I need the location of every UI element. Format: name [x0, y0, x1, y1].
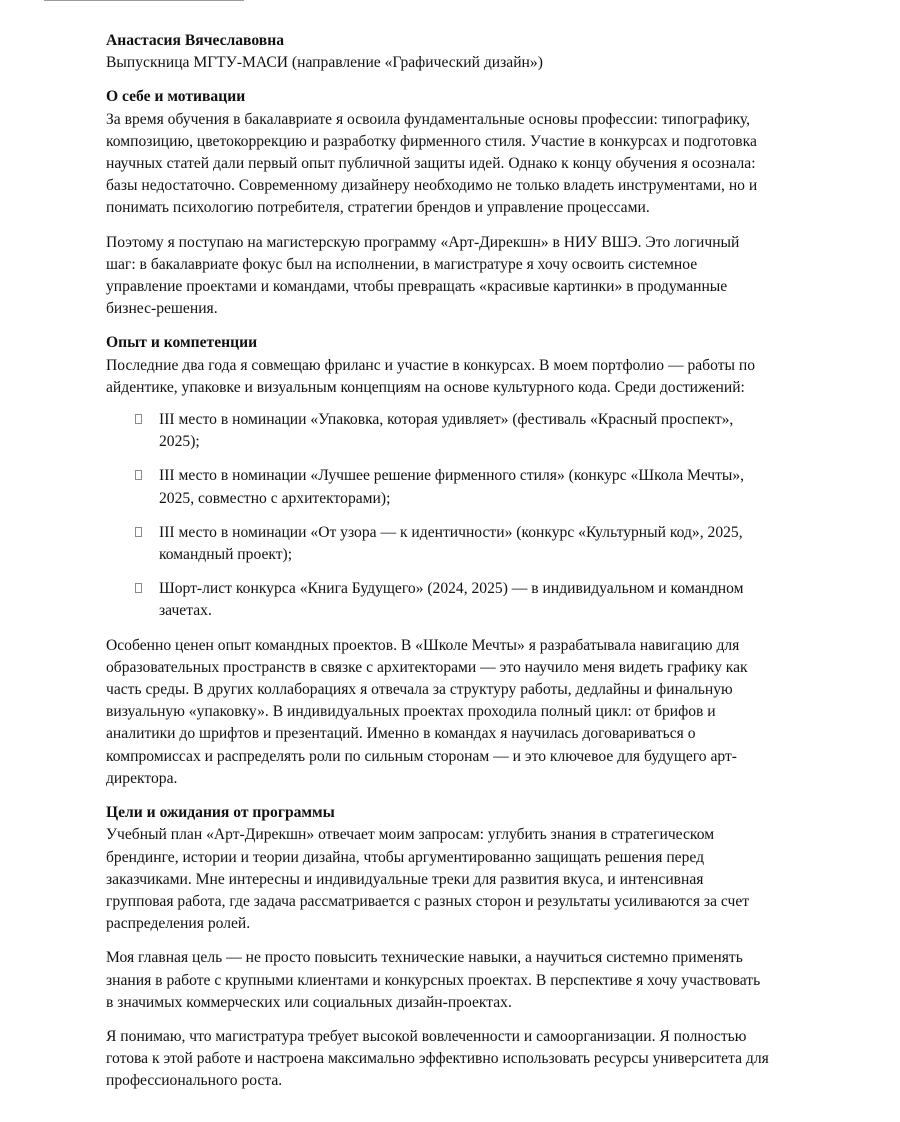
section-experience	[106, 332, 818, 790]
text-line: директора.	[106, 769, 178, 787]
text-line: 2025, совместно с архитекторами);	[159, 489, 391, 507]
top-rule	[44, 0, 244, 1]
text-line: Учебный план «Арт-Дирекшн» отвечает моим запросам: углубить знания в стратегическом	[106, 826, 715, 844]
bullet-box-icon	[135, 470, 142, 480]
document-page	[106, 30, 818, 1093]
bullet-box-icon	[135, 414, 142, 424]
section-about	[106, 86, 818, 320]
list-item	[106, 465, 818, 509]
text-line: Я понимаю, что магистратура требует высокой вовлеченности и самоорганизации. Я полностью	[106, 1027, 747, 1045]
goals-paragraph-3	[106, 1026, 818, 1093]
experience-intro	[106, 355, 818, 399]
list-item	[106, 578, 818, 622]
section-title-about: О себе и мотивации	[106, 88, 246, 106]
text-line: Шорт-лист конкурса «Книга Будущего» (2024, 2025) — в индивидуальном и командном	[159, 580, 744, 598]
text-line: понимать психологию потребителя, стратегии брендов и управление процессами.	[106, 199, 650, 217]
experience-paragraph-2	[106, 635, 818, 790]
bullet-box-icon	[135, 583, 142, 593]
header	[106, 30, 818, 74]
about-paragraph-1	[106, 109, 818, 220]
text-line: распределения ролей.	[106, 915, 251, 933]
author-name: Анастасия Вячеславовна	[106, 32, 284, 49]
text-line: знания в работе с крупными клиентами и конкурсных проектах. В перспективе я хочу участвовать	[106, 971, 761, 989]
text-line: заказчиками. Мне интересны и индивидуальные треки для развития вкуса, и интенсивная	[106, 870, 704, 888]
section-title-goals: Цели и ожидания от программы	[106, 804, 335, 822]
text-line: научных статей дали первый опыт публичной защиты идей. Однако к концу обучения я осознала:	[106, 155, 756, 173]
text-line: Последние два года я совмещаю фриланс и участие в конкурсах. В моем портфолио — работы по	[106, 356, 756, 374]
text-line: зачетах.	[159, 602, 212, 620]
text-line: образовательных пространств в связке с архитекторами — это научило меня видеть графику как	[106, 658, 748, 676]
text-line: шаг: в бакалавриате фокус был на исполнении, в магистратуре я хочу освоить системное	[106, 255, 698, 273]
author-subtitle: Выпускница МГТУ-МАСИ (направление «Графический дизайн»)	[106, 54, 543, 72]
text-line: в значимых коммерческих или социальных дизайн-проектах.	[106, 993, 512, 1011]
text-line: часть среды. В других коллаборациях я отвечала за структуру работы, дедлайны и финальную	[106, 681, 733, 699]
text-line: III место в номинации «Упаковка, которая удивляет» (фестиваль «Красный проспект»,	[159, 411, 734, 429]
text-line: профессионального роста.	[106, 1072, 283, 1090]
text-line: айдентике, упаковке и визуальным концепциям на основе культурного кода. Среди достижений:	[106, 378, 745, 396]
text-line: групповая работа, где задача рассматривается с разных сторон и результаты усиливаются за счет	[106, 892, 750, 910]
goals-paragraph-1	[106, 824, 818, 935]
bullet-box-icon	[135, 527, 142, 537]
text-line: бизнес-решения.	[106, 300, 218, 318]
text-line: композицию, цветокоррекцию и разработку фирменного стиля. Участие в конкурсах и подготовка	[106, 132, 757, 150]
section-title-experience: Опыт и компетенции	[106, 334, 258, 352]
text-line: брендинге, истории и теории дизайна, чтобы аргументированно защищать решения перед	[106, 848, 705, 866]
text-line: Моя главная цель — не просто повысить технические навыки, а научиться системно применять	[106, 949, 743, 967]
text-line: базы недостаточно. Современному дизайнеру необходимо не только владеть инструментами, но и	[106, 177, 758, 195]
text-line: За время обучения в бакалавриате я освоила фундаментальные основы профессии: типографику,	[106, 110, 751, 128]
text-line: III место в номинации «От узора — к идентичности» (конкурс «Культурный код», 2025,	[159, 523, 743, 541]
text-line: Особенно ценен опыт командных проектов. В «Школе Мечты» я разрабатывала навигацию для	[106, 636, 740, 654]
text-line: аналитики до шрифтов и презентаций. Именно в командах я научилась договариваться о	[106, 725, 696, 743]
section-goals	[106, 802, 818, 1092]
list-item	[106, 522, 818, 566]
text-line: III место в номинации «Лучшее решение фирменного стиля» (конкурс «Школа Мечты»,	[159, 467, 745, 485]
goals-paragraph-2	[106, 947, 818, 1014]
text-line: визуальную «упаковку». В индивидуальных проектах проходила полный цикл: от брифов и	[106, 703, 716, 721]
text-line: 2025);	[159, 433, 200, 451]
text-line: Поэтому я поступаю на магистерскую программу «Арт-Дирекшн» в НИУ ВШЭ. Это логичный	[106, 233, 740, 251]
text-line: готова к этой работе и настроена максимально эффективно использовать ресурсы университета для	[106, 1050, 769, 1068]
achievements-list	[106, 409, 818, 623]
about-paragraph-2	[106, 232, 818, 321]
list-item	[106, 409, 818, 453]
text-line: компромиссах и распределять роли по сильным сторонам — и это ключевое для будущего арт-	[106, 747, 737, 765]
text-line: управление проектами и командами, чтобы превращать «красивые картинки» в продуманные	[106, 278, 728, 296]
text-line: командный проект);	[159, 546, 293, 564]
